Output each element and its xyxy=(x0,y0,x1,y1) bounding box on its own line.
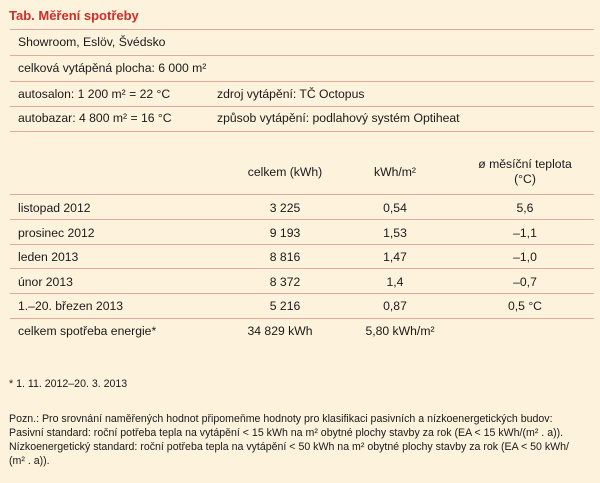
row-temp: –1,0 xyxy=(513,250,537,264)
header-temp-line1: ø měsíční teplota xyxy=(478,157,572,171)
divider xyxy=(10,268,594,269)
divider xyxy=(10,81,594,82)
footnote: * 1. 11. 2012–20. 3. 2013 xyxy=(9,378,128,390)
table-title: Tab. Měření spotřeby xyxy=(9,8,139,23)
divider xyxy=(10,244,594,245)
summary-total: 34 829 kWh xyxy=(247,324,313,338)
location-text: Showroom, Eslöv, Švédsko xyxy=(18,35,166,49)
header-temp-line2: (°C) xyxy=(514,172,536,186)
divider xyxy=(10,219,594,220)
divider xyxy=(10,318,594,319)
note-line: Pasivní standard: roční potřeba tepla na vytápění < 15 kWh na m² obytné plochy stavby za rok (EA < 15 kWh/(m² . a)). xyxy=(9,427,564,439)
row-temp: 5,6 xyxy=(516,201,534,215)
row-temp: –0,7 xyxy=(513,275,537,289)
row-temp: –1,1 xyxy=(513,226,537,240)
autosalon-text: autosalon: 1 200 m² = 22 °C xyxy=(18,87,171,101)
divider xyxy=(10,131,594,132)
heated-area-text: celková vytápěná plocha: 6 000 m² xyxy=(18,61,207,75)
autobazar-text: autobazar: 4 800 m² = 16 °C xyxy=(18,111,172,125)
divider xyxy=(10,106,594,107)
row-per-m2: 1,4 xyxy=(386,275,404,289)
row-period: leden 2013 xyxy=(18,250,79,264)
header-total: celkem (kWh) xyxy=(247,165,323,179)
row-temp: 0,5 °C xyxy=(507,299,542,313)
heat-source-text: zdroj vytápění: TČ Octopus xyxy=(217,87,365,101)
row-per-m2: 1,53 xyxy=(383,226,407,240)
header-per-m2: kWh/m² xyxy=(374,165,416,179)
note-line: (m² . a)). xyxy=(9,455,50,467)
divider xyxy=(10,194,594,195)
row-period: 1.–20. březen 2013 xyxy=(18,299,124,313)
row-per-m2: 0,54 xyxy=(383,201,407,215)
divider xyxy=(10,55,594,56)
note-line: Nízkoenergetický standard: roční potřeba tepla na vytápění < 50 kWh na m² obytné plochy stavby za rok (EA < 50 kWh/ xyxy=(9,441,569,453)
row-per-m2: 0,87 xyxy=(383,299,407,313)
row-period: prosinec 2012 xyxy=(18,226,95,240)
row-total: 8 816 xyxy=(269,250,301,264)
row-total: 9 193 xyxy=(269,226,301,240)
summary-label: celkem spotřeba energie* xyxy=(18,324,157,338)
heating-method-text: způsob vytápění: podlahový systém Optiheat xyxy=(217,111,460,125)
row-period: listopad 2012 xyxy=(18,201,91,215)
row-total: 8 372 xyxy=(269,275,301,289)
row-total: 5 216 xyxy=(269,299,301,313)
row-total: 3 225 xyxy=(269,201,301,215)
header-temp xyxy=(455,157,595,187)
note-line: Pozn.: Pro srovnání naměřených hodnot připomeňme hodnoty pro klasifikaci pasivních a nízkoenergetických budov: xyxy=(9,413,553,425)
divider xyxy=(10,29,594,30)
divider xyxy=(10,293,594,294)
summary-per-m2: 5,80 kWh/m² xyxy=(365,324,435,338)
row-per-m2: 1,47 xyxy=(383,250,407,264)
row-period: únor 2013 xyxy=(18,275,73,289)
